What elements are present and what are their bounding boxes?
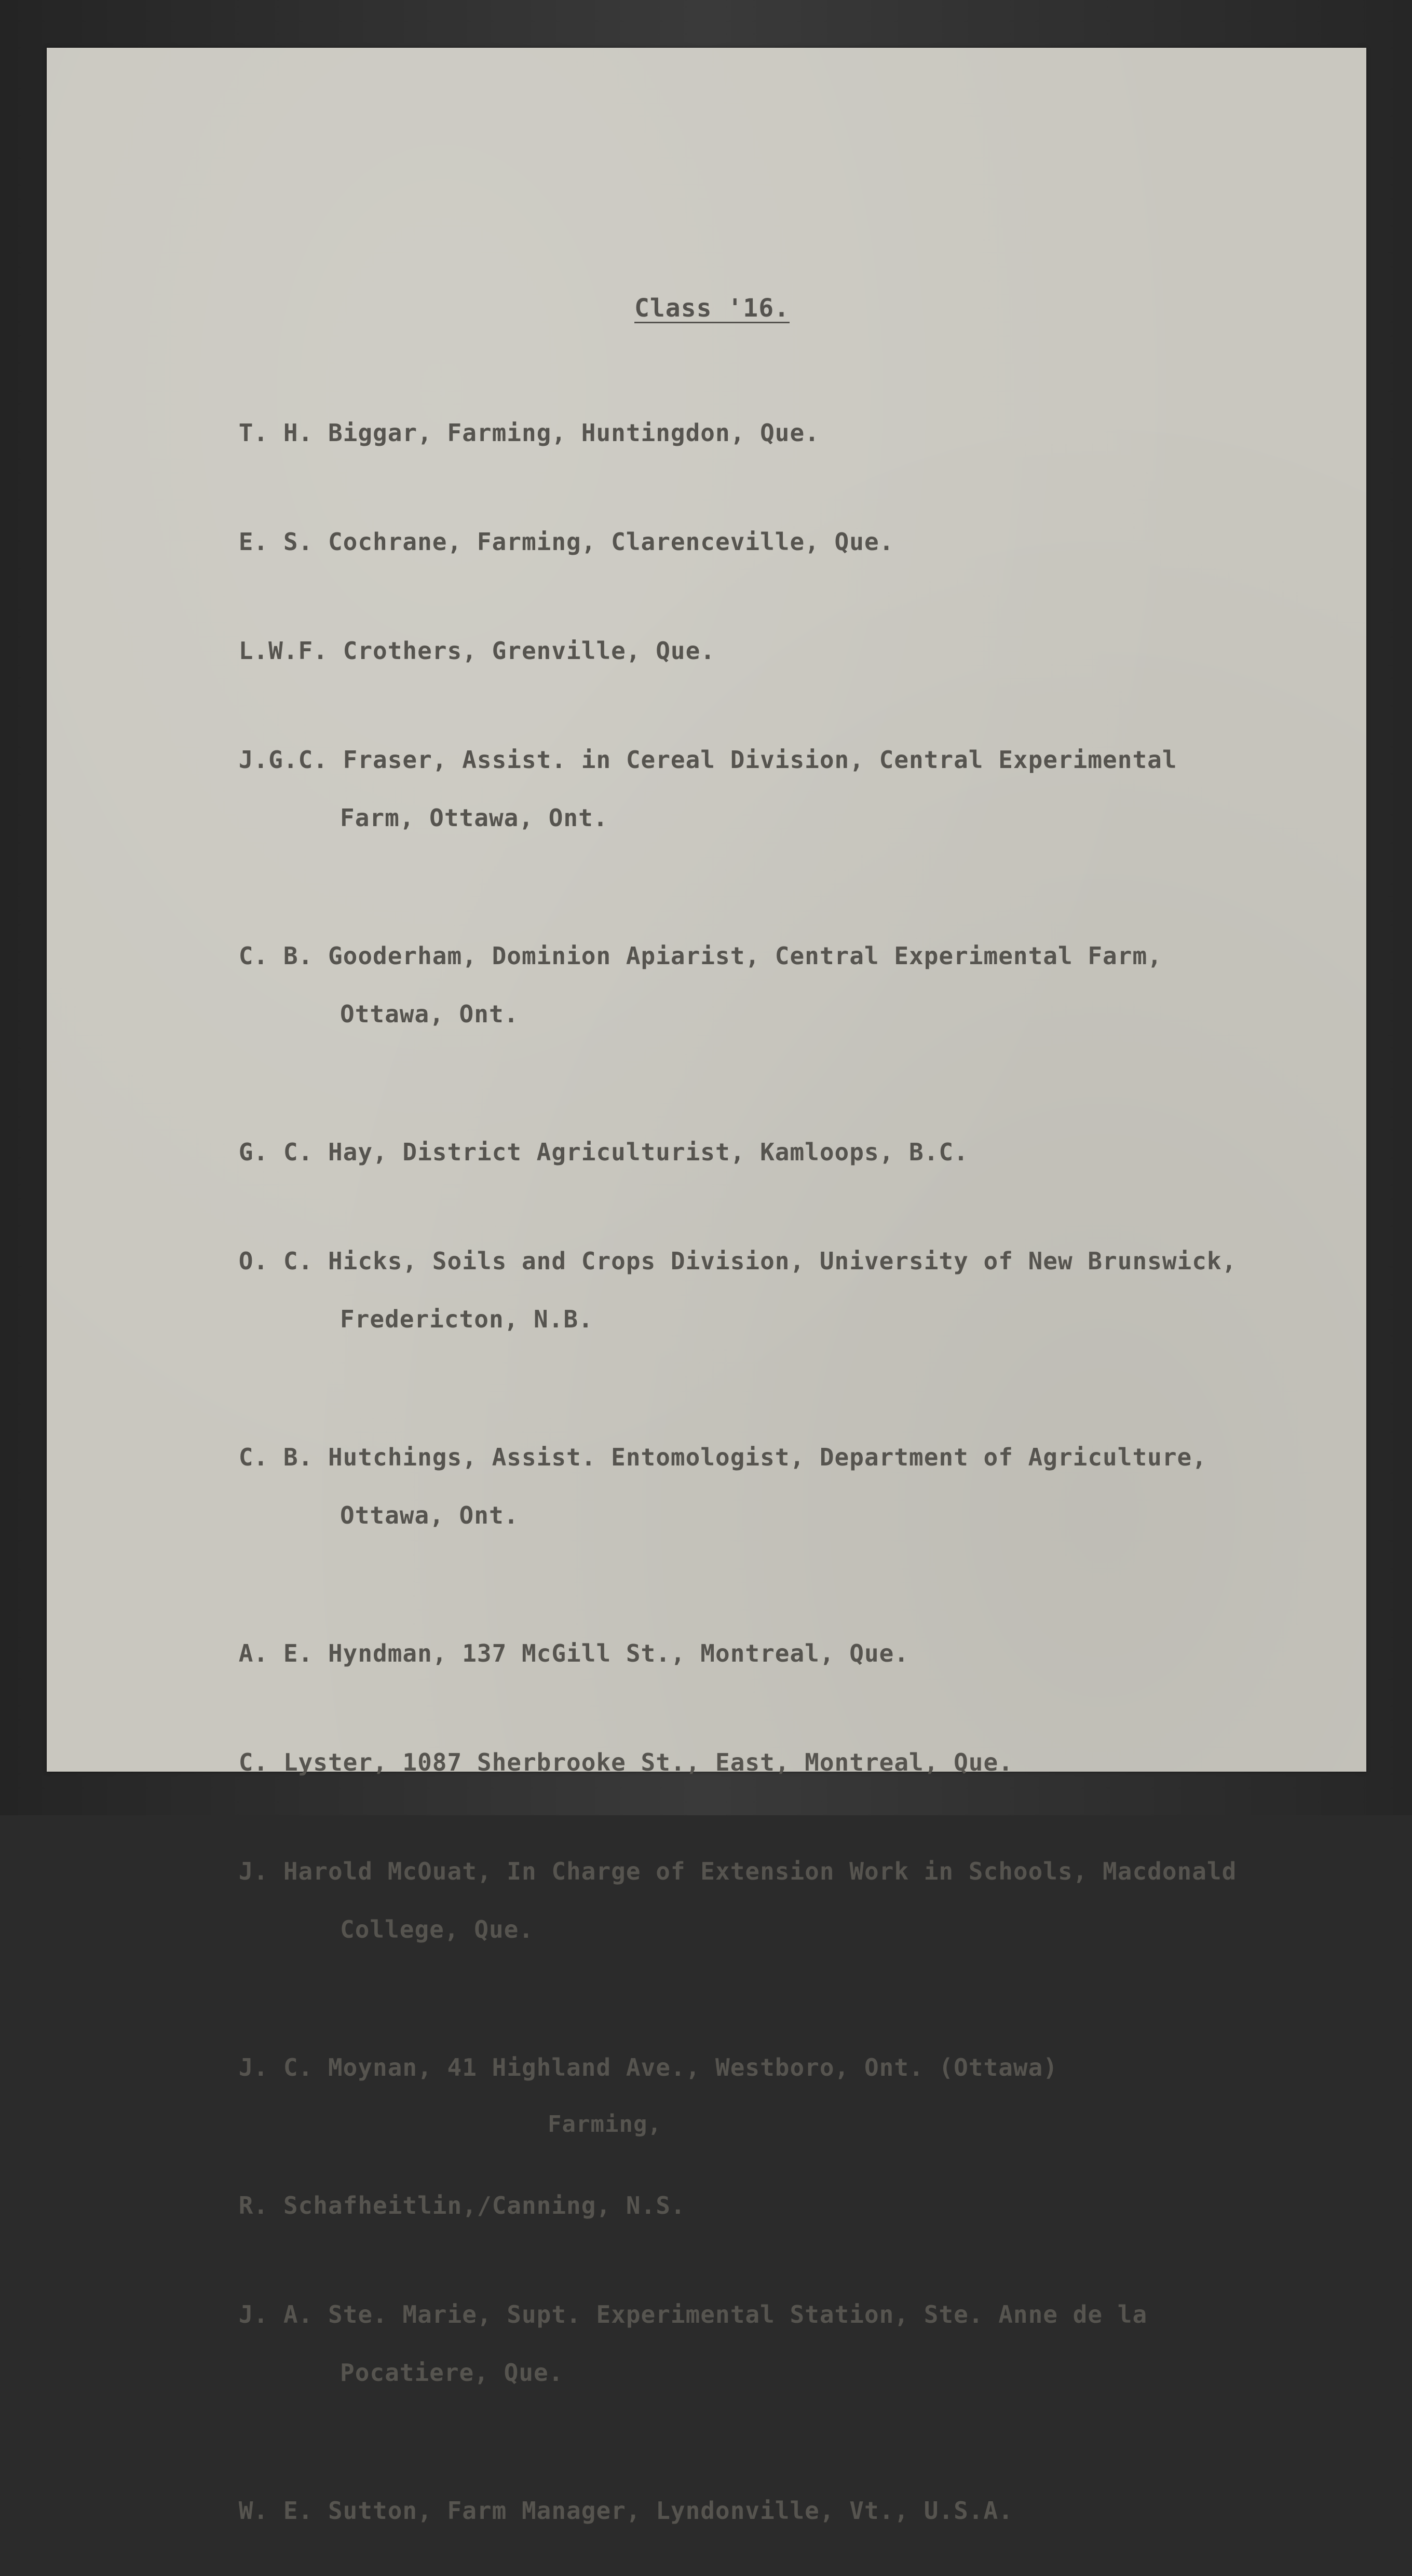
entry-continuation: Ottawa, Ont. <box>340 1000 519 1028</box>
entry-continuation: Pocatiere, Que. <box>340 2359 564 2387</box>
list-item <box>179 389 1295 476</box>
list-item <box>179 1414 1295 1588</box>
entry-text: C. B. Gooderham, Dominion Apiarist, Central Experimental Farm, <box>238 942 1162 970</box>
entry-text: J. A. Ste. Marie, Supt. Experimental Station, Ste. Anne de la <box>238 2300 1148 2328</box>
list-item <box>179 2467 1295 2554</box>
entry-text: J.G.C. Fraser, Assist. in Cereal Division, Central Experimental <box>238 746 1177 774</box>
entry-continuation: Ottawa, Ont. <box>340 1501 519 1529</box>
entry-text: J. C. Moynan, 41 Highland Ave., Westboro, Ont. (Ottawa) <box>238 2053 1058 2081</box>
list-item <box>179 1217 1295 1392</box>
entry-text: G. C. Hay, District Agriculturist, Kamloops, B.C. <box>238 1138 969 1166</box>
list-item <box>179 1108 1295 1196</box>
entry-text: C. B. Hutchings, Assist. Entomologist, Department of Agriculture, <box>238 1443 1207 1471</box>
entry-text: R. Schafheitlin,/Canning, N.S. <box>238 2191 686 2219</box>
entry-continuation: Fredericton, N.B. <box>340 1305 593 1333</box>
entry-continuation: Farm, Ottawa, Ont. <box>340 804 608 832</box>
list-item <box>179 1828 1295 2002</box>
entry-text: L.W.F. Crothers, Grenville, Que. <box>238 637 715 665</box>
interlinear-insertion: Farming, <box>548 2111 662 2137</box>
list-item <box>179 1719 1295 1806</box>
list-item <box>179 2024 1295 2111</box>
list-item <box>179 716 1295 890</box>
entry-text: O. C. Hicks, Soils and Crops Division, University of New Brunswick, <box>238 1247 1237 1275</box>
member-list <box>179 389 1295 2576</box>
entry-continuation: College, Que. <box>340 1915 534 1943</box>
entry-text: A. E. Hyndman, 137 McGill St., Montreal, Que. <box>238 1639 909 1667</box>
list-item <box>179 2111 1295 2249</box>
entry-text: J. Harold McOuat, In Charge of Extension Work in Schools, Macdonald <box>238 1857 1237 1885</box>
entry-text: T. H. Biggar, Farming, Huntingdon, Que. <box>238 419 820 447</box>
entry-text: E. S. Cochrane, Farming, Clarenceville, Que. <box>238 528 894 556</box>
list-item <box>179 912 1295 1087</box>
document-title: Class '16. <box>634 294 790 323</box>
list-item <box>179 2271 1295 2445</box>
list-item <box>179 1610 1295 1697</box>
list-item <box>179 607 1295 694</box>
entry-text: W. E. Sutton, Farm Manager, Lyndonville, Vt., U.S.A. <box>238 2497 1013 2525</box>
entry-text: C. Lyster, 1087 Sherbrooke St., East, Montreal, Que. <box>238 1748 1013 1776</box>
list-item <box>179 498 1295 585</box>
